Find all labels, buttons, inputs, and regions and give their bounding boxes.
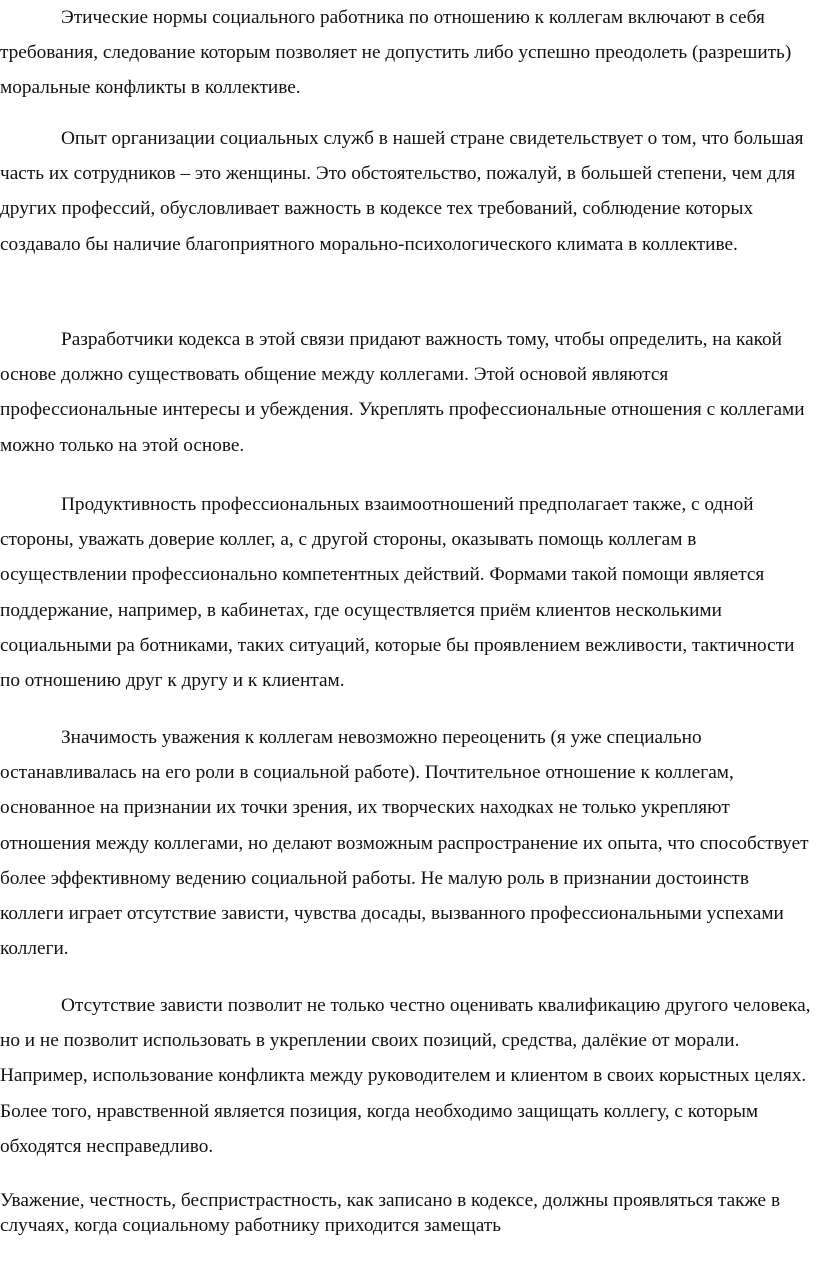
paragraph-4: Продуктивность профессиональных взаимоотношений предполагает также, с одной стороны, уважать доверие коллег, а, с другой стороны, оказывать помощь коллегам в осуществлении профессионально компетентных действий. Формами такой помощи является поддержание, например, в кабинетах, где осуществляется приём клиентов несколькими социальными ра ботниками, таких ситуаций, которые бы проявлением вежливости, тактичности по отношению друг к другу и к клиентам. [0,494,795,692]
paragraph-2: Опыт организации социальных служб в нашей стране свидетельствует о том, что большая часть их сотрудников – это женщины. Это обстоятельство, пожалуй, в большей степени, чем для других профессий, обусловливает важность в кодексе тех требований, соблюдение которых создавало бы наличие благоприятного морально-психологического климата в коллективе. [0,128,804,255]
paragraph-3: Разработчики кодекса в этой связи придают важность тому, чтобы определить, на какой основе должно существовать общение между коллегами. Этой основой являются профессиональные интересы и убеждения. Укреплять профессиональные отношения с коллегами можно только на этой основе. [0,329,805,456]
paragraph-5: Значимость уважения к коллегам невозможно переоценить (я уже специально останавливалась на его роли в социальной работе). Почтительное отношение к коллегам, основанное на признании их точки зрения, их творческих находках не только укрепляют отношения между коллегами, но делают возможным распространение их опыта, что способствует более эффективному ведению социальной работы. Не малую роль в признании достоинств коллеги играет отсутствие зависти, чувства досады, вызванного профессиональными успехами коллеги. [0,727,809,960]
paragraph-7: Уважение, честность, беспристрастность, как записано в кодексе, должны проявляться также в случаях, когда социальному работнику приходится замещать [0,1190,781,1236]
paragraph-6: Отсутствие зависти позволит не только честно оценивать квалификацию другого человека, но и не позволит использовать в укреплении своих позиций, средства, далёкие от морали. Например, использование конфликта между руководителем и клиентом в своих корыстных целях. Более того, нравственной является позиция, когда необходимо защищать коллегу, с которым обходятся несправедливо. [0,995,811,1157]
paragraph-1: Этические нормы социального работника по отношению к коллегам включают в себя требования, следование которым позволяет не допустить либо успешно преодолеть (разрешить) моральные конфликты в коллективе. [0,7,792,99]
